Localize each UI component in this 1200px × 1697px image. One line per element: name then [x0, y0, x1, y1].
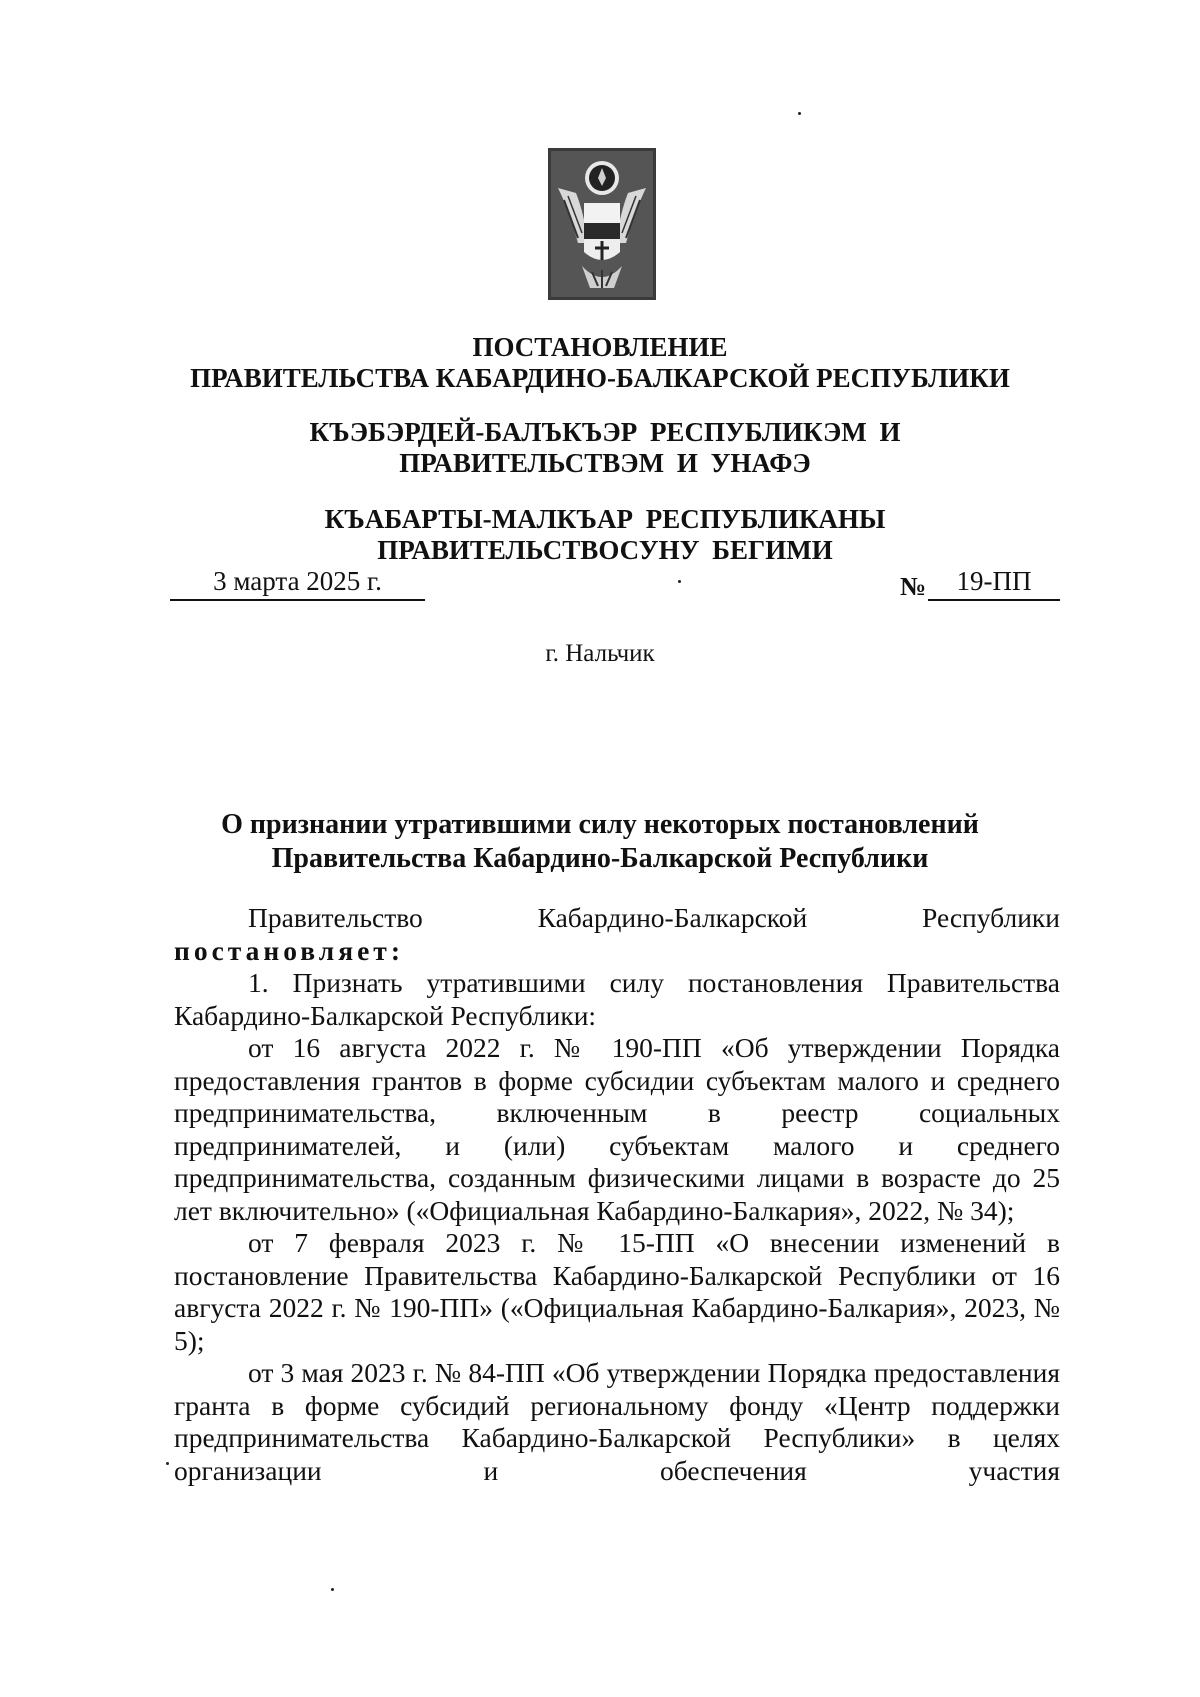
document-title — [0, 808, 1200, 876]
scan-speck — [798, 112, 801, 115]
paragraph-4: от 3 мая 2023 г. № 84-ПП «Об утверждении Порядка предоставления гранта в форме субсидий региональному фонду «Центр поддержки предпринимательства Кабардино-Балкарской Республики» в целях организации и обеспечения участия — [174, 1357, 1060, 1486]
document-number-label: № — [900, 572, 927, 601]
scan-speck — [166, 1462, 169, 1465]
scan-speck — [331, 1588, 334, 1591]
paragraph-2: от 16 августа 2022 г. № 190-ПП «Об утверждении Порядка предоставления грантов в форме субсидии субъектам малого и среднего предпринимательства, включенным в реестр социальных предпринимателей, и (или) субъектам малого и среднего предпринимательства, созданным физическими лицами в возрасте до 25 лет включительно» («Официальная Кабардино-Балкария», 2022, № 34); — [174, 1032, 1060, 1226]
heading-balkar: КЪАБАРТЫ-МАЛКЪАР РЕСПУБЛИКАНЫ ПРАВИТЕЛЬСТВОСУНУ БЕГИМИ — [324, 504, 886, 565]
title-line-1: О признании утратившими силу некоторых постановлений — [221, 809, 979, 840]
resolves-label: постановляет: — [174, 934, 404, 966]
document-number: 19-ПП — [928, 566, 1060, 601]
resolves-word — [174, 935, 1060, 968]
scan-speck — [678, 580, 681, 583]
document-date: 3 марта 2025 г. — [170, 566, 425, 601]
paragraph-3: от 7 февраля 2023 г. № 15-ПП «О внесении изменений в постановление Правительства Кабардино-Балкарской Республики от 16 августа 2022 г. № 190-ПП» («Официальная Кабардино-Балкария», 2023, № 5); — [174, 1227, 1060, 1356]
document-body — [174, 902, 1060, 1487]
title-line-2: Правительства Кабардино-Балкарской Республики — [271, 843, 929, 874]
document-city: г. Нальчик — [545, 640, 655, 667]
coat-of-arms-emblem — [548, 148, 656, 300]
document-type-heading — [0, 332, 1200, 394]
heading-line-resolution: ПОСТАНОВЛЕНИЕ — [472, 332, 728, 362]
heading-line-government: ПРАВИТЕЛЬСТВА КАБАРДИНО-БАЛКАРСКОЙ РЕСПУБЛИКИ — [190, 363, 1010, 393]
heading-kabardian: КЪЭБЭРДЕЙ-БАЛЪКЪЭР РЕСПУБЛИКЭМ И ПРАВИТЕЛЬСТВЭМ И УНАФЭ — [309, 417, 901, 478]
intro-paragraph: Правительство Кабардино-Балкарской Республики — [248, 902, 1060, 933]
paragraph-1: 1. Признать утратившими силу постановления Правительства Кабардино-Балкарской Республики: — [174, 967, 1060, 1031]
